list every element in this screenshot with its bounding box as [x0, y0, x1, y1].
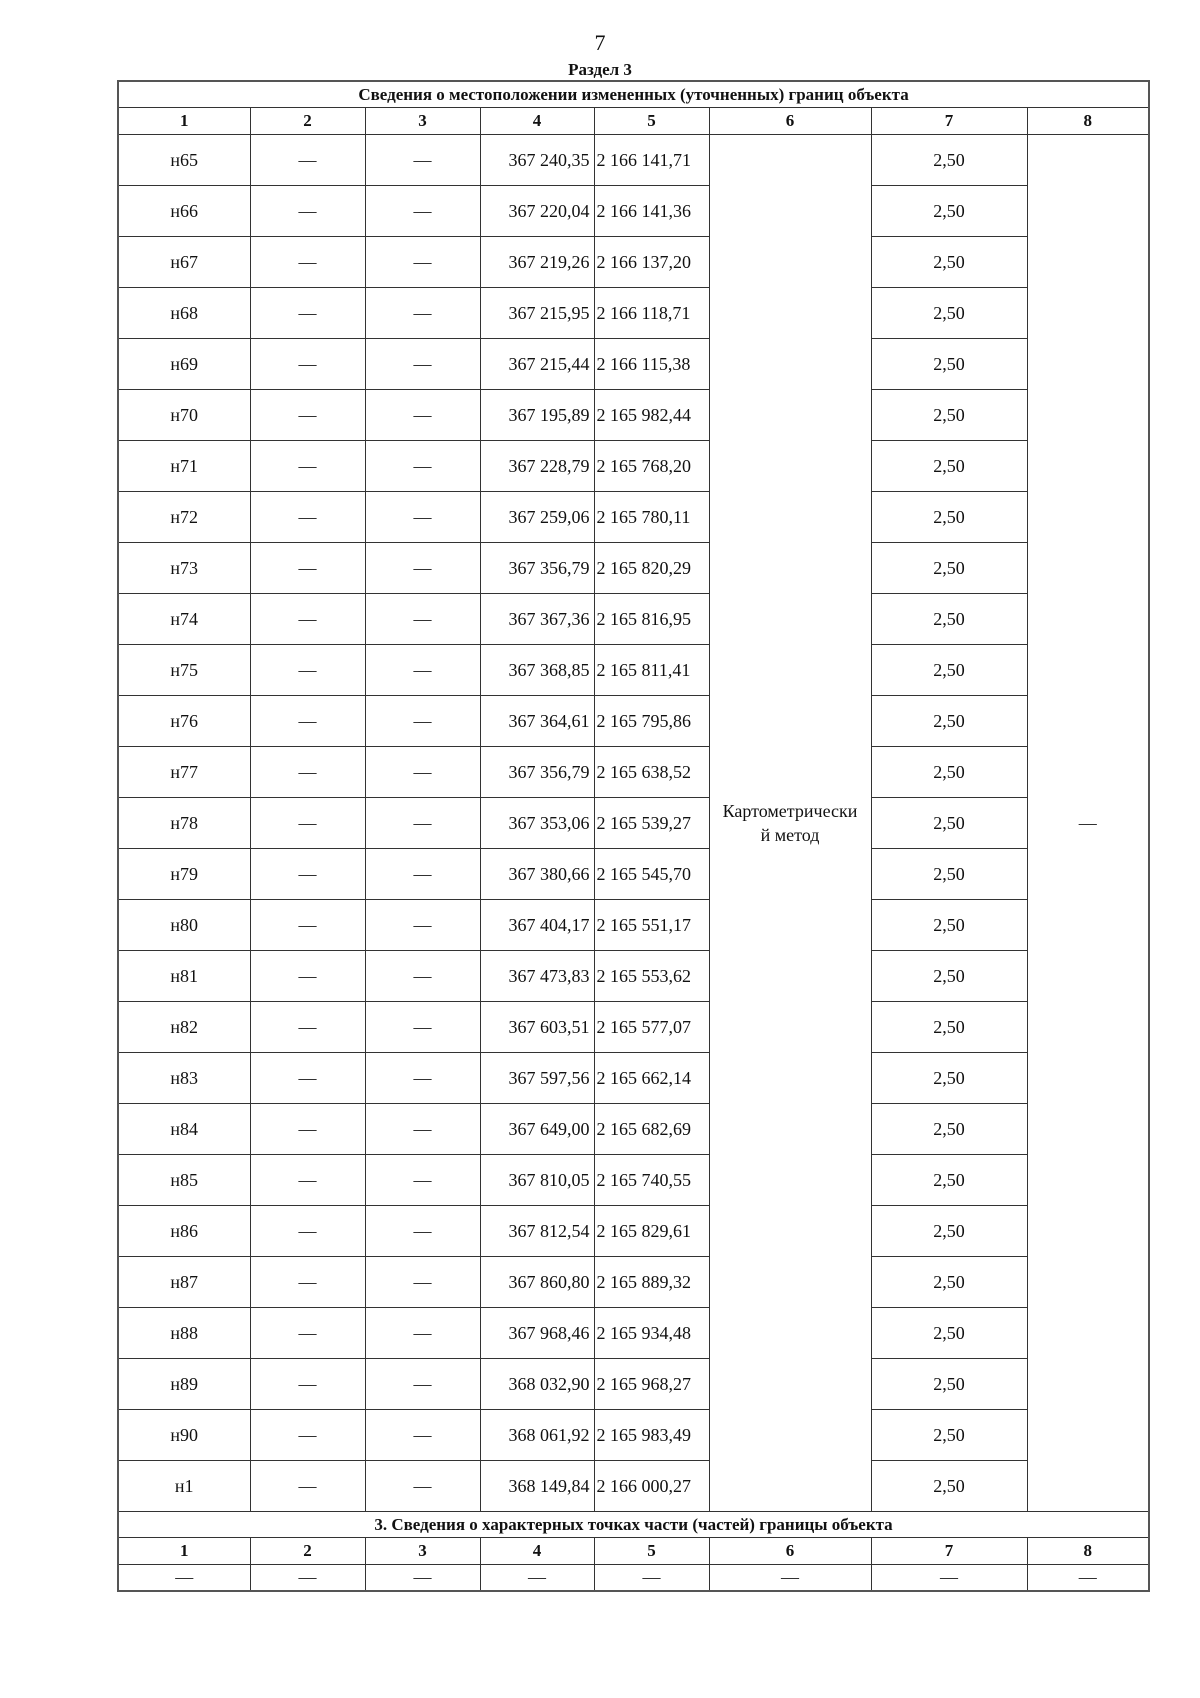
- table-cell: —: [250, 696, 365, 747]
- x-coordinate-cell: 367 812,54: [480, 1206, 594, 1257]
- table-cell: —: [365, 1410, 480, 1461]
- accuracy-cell: 2,50: [871, 135, 1027, 186]
- y-coordinate-cell: 2 165 768,20: [594, 441, 709, 492]
- table-cell: —: [250, 1104, 365, 1155]
- table-cell: —: [250, 951, 365, 1002]
- table-row: [118, 237, 1149, 288]
- column8-cell: —: [1027, 135, 1149, 1512]
- column-header: 8: [1027, 108, 1149, 135]
- table-cell: —: [250, 135, 365, 186]
- table-row: [118, 1410, 1149, 1461]
- y-coordinate-cell: 2 165 539,27: [594, 798, 709, 849]
- table-cell: —: [365, 441, 480, 492]
- table2-row: [118, 1565, 1149, 1592]
- accuracy-cell: 2,50: [871, 390, 1027, 441]
- coordinates-table: [117, 80, 1150, 1592]
- table-cell: —: [250, 900, 365, 951]
- table-cell: —: [365, 594, 480, 645]
- page-number: 7: [594, 30, 606, 55]
- point-name-cell: н68: [118, 288, 250, 339]
- point-name-cell: н66: [118, 186, 250, 237]
- point-name-cell: н82: [118, 1002, 250, 1053]
- table2-header-row: [118, 1538, 1149, 1565]
- y-coordinate-cell: 2 165 795,86: [594, 696, 709, 747]
- point-name-cell: н73: [118, 543, 250, 594]
- x-coordinate-cell: 367 368,85: [480, 645, 594, 696]
- table-cell: —: [871, 1565, 1027, 1592]
- point-name-cell: н67: [118, 237, 250, 288]
- x-coordinate-cell: 367 597,56: [480, 1053, 594, 1104]
- table-cell: —: [365, 645, 480, 696]
- point-name-cell: н74: [118, 594, 250, 645]
- y-coordinate-cell: 2 165 889,32: [594, 1257, 709, 1308]
- point-name-cell: н75: [118, 645, 250, 696]
- table-cell: —: [250, 747, 365, 798]
- table-cell: —: [365, 900, 480, 951]
- x-coordinate-cell: 367 364,61: [480, 696, 594, 747]
- table-cell: —: [365, 186, 480, 237]
- point-name-cell: н65: [118, 135, 250, 186]
- table-row: [118, 288, 1149, 339]
- table-cell: —: [250, 237, 365, 288]
- table-cell: —: [365, 135, 480, 186]
- y-coordinate-cell: 2 165 982,44: [594, 390, 709, 441]
- table-cell: —: [365, 390, 480, 441]
- table-row: [118, 1308, 1149, 1359]
- y-coordinate-cell: 2 165 811,41: [594, 645, 709, 696]
- table-row: [118, 543, 1149, 594]
- point-name-cell: н78: [118, 798, 250, 849]
- accuracy-cell: 2,50: [871, 1206, 1027, 1257]
- table-row: [118, 339, 1149, 390]
- accuracy-cell: 2,50: [871, 1155, 1027, 1206]
- point-name-cell: н83: [118, 1053, 250, 1104]
- table-row: [118, 135, 1149, 186]
- y-coordinate-cell: 2 165 968,27: [594, 1359, 709, 1410]
- section-title: Раздел 3: [568, 60, 632, 79]
- x-coordinate-cell: 367 367,36: [480, 594, 594, 645]
- column-header: 3: [365, 1538, 480, 1565]
- table-cell: —: [250, 288, 365, 339]
- point-name-cell: н70: [118, 390, 250, 441]
- table-row: [118, 747, 1149, 798]
- table-cell: —: [250, 849, 365, 900]
- column-header: 2: [250, 1538, 365, 1565]
- x-coordinate-cell: 368 061,92: [480, 1410, 594, 1461]
- table-row: [118, 1155, 1149, 1206]
- table1-title: Сведения о местоположении измененных (уточненных) границ объекта: [118, 81, 1149, 108]
- point-name-cell: н84: [118, 1104, 250, 1155]
- table-row: [118, 696, 1149, 747]
- table-cell: —: [250, 441, 365, 492]
- accuracy-cell: 2,50: [871, 288, 1027, 339]
- point-name-cell: н69: [118, 339, 250, 390]
- x-coordinate-cell: 367 380,66: [480, 849, 594, 900]
- table-row: [118, 951, 1149, 1002]
- x-coordinate-cell: 367 259,06: [480, 492, 594, 543]
- y-coordinate-cell: 2 165 577,07: [594, 1002, 709, 1053]
- x-coordinate-cell: 367 473,83: [480, 951, 594, 1002]
- table-cell: —: [365, 798, 480, 849]
- accuracy-cell: 2,50: [871, 1308, 1027, 1359]
- x-coordinate-cell: 367 228,79: [480, 441, 594, 492]
- accuracy-cell: 2,50: [871, 1461, 1027, 1512]
- x-coordinate-cell: 367 195,89: [480, 390, 594, 441]
- table-row: [118, 594, 1149, 645]
- point-name-cell: н77: [118, 747, 250, 798]
- table-cell: —: [250, 390, 365, 441]
- table-row: [118, 1002, 1149, 1053]
- point-name-cell: н79: [118, 849, 250, 900]
- table-row: [118, 849, 1149, 900]
- table-cell: —: [250, 492, 365, 543]
- point-name-cell: н80: [118, 900, 250, 951]
- y-coordinate-cell: 2 166 137,20: [594, 237, 709, 288]
- x-coordinate-cell: 367 215,44: [480, 339, 594, 390]
- accuracy-cell: 2,50: [871, 492, 1027, 543]
- accuracy-cell: 2,50: [871, 339, 1027, 390]
- x-coordinate-cell: 367 968,46: [480, 1308, 594, 1359]
- table-cell: —: [365, 543, 480, 594]
- column-header: 2: [250, 108, 365, 135]
- point-name-cell: н87: [118, 1257, 250, 1308]
- column-header: 4: [480, 108, 594, 135]
- table2-title: 3. Сведения о характерных точках части (частей) границы объекта: [118, 1512, 1149, 1538]
- table-cell: —: [250, 1359, 365, 1410]
- table-cell: —: [365, 288, 480, 339]
- table-cell: —: [365, 1002, 480, 1053]
- y-coordinate-cell: 2 165 682,69: [594, 1104, 709, 1155]
- x-coordinate-cell: 367 810,05: [480, 1155, 594, 1206]
- accuracy-cell: 2,50: [871, 1002, 1027, 1053]
- accuracy-cell: 2,50: [871, 696, 1027, 747]
- table-row: [118, 1206, 1149, 1257]
- accuracy-cell: 2,50: [871, 1257, 1027, 1308]
- table-cell: —: [250, 1410, 365, 1461]
- table-cell: —: [250, 1565, 365, 1592]
- column-header: 1: [118, 108, 250, 135]
- table-cell: —: [365, 1257, 480, 1308]
- accuracy-cell: 2,50: [871, 543, 1027, 594]
- method-cell: [709, 135, 871, 1512]
- y-coordinate-cell: 2 166 118,71: [594, 288, 709, 339]
- point-name-cell: н81: [118, 951, 250, 1002]
- column-header: 4: [480, 1538, 594, 1565]
- table-cell: —: [250, 1257, 365, 1308]
- x-coordinate-cell: 367 353,06: [480, 798, 594, 849]
- y-coordinate-cell: 2 166 141,36: [594, 186, 709, 237]
- table-cell: —: [480, 1565, 594, 1592]
- table-cell: —: [250, 1155, 365, 1206]
- method-line-2: й метод: [760, 825, 820, 845]
- point-name-cell: н86: [118, 1206, 250, 1257]
- accuracy-cell: 2,50: [871, 441, 1027, 492]
- table-cell: —: [365, 237, 480, 288]
- table-cell: —: [250, 1053, 365, 1104]
- table-cell: —: [365, 1461, 480, 1512]
- table-cell: —: [250, 1206, 365, 1257]
- point-name-cell: н1: [118, 1461, 250, 1512]
- table-cell: —: [250, 339, 365, 390]
- method-line-1: Картометрически: [722, 801, 858, 821]
- table-cell: —: [365, 696, 480, 747]
- column-header: 3: [365, 108, 480, 135]
- table-row: [118, 798, 1149, 849]
- point-name-cell: н71: [118, 441, 250, 492]
- column-header: 8: [1027, 1538, 1149, 1565]
- accuracy-cell: 2,50: [871, 900, 1027, 951]
- y-coordinate-cell: 2 165 816,95: [594, 594, 709, 645]
- y-coordinate-cell: 2 165 983,49: [594, 1410, 709, 1461]
- column-header: 7: [871, 108, 1027, 135]
- table-row: [118, 1359, 1149, 1410]
- table-cell: —: [365, 849, 480, 900]
- table-row: [118, 1461, 1149, 1512]
- accuracy-cell: 2,50: [871, 951, 1027, 1002]
- accuracy-cell: 2,50: [871, 645, 1027, 696]
- table-cell: —: [365, 1206, 480, 1257]
- table-cell: —: [365, 951, 480, 1002]
- y-coordinate-cell: 2 166 000,27: [594, 1461, 709, 1512]
- table-cell: —: [594, 1565, 709, 1592]
- y-coordinate-cell: 2 165 662,14: [594, 1053, 709, 1104]
- table-cell: —: [118, 1565, 250, 1592]
- x-coordinate-cell: 367 860,80: [480, 1257, 594, 1308]
- accuracy-cell: 2,50: [871, 1359, 1027, 1410]
- column-header: 5: [594, 108, 709, 135]
- table-row: [118, 492, 1149, 543]
- table-cell: —: [365, 1308, 480, 1359]
- x-coordinate-cell: 367 356,79: [480, 543, 594, 594]
- point-name-cell: н85: [118, 1155, 250, 1206]
- table-cell: —: [365, 747, 480, 798]
- column-header: 6: [709, 108, 871, 135]
- table-cell: —: [365, 1053, 480, 1104]
- y-coordinate-cell: 2 165 934,48: [594, 1308, 709, 1359]
- table-cell: —: [250, 543, 365, 594]
- x-coordinate-cell: 367 649,00: [480, 1104, 594, 1155]
- table-cell: —: [365, 339, 480, 390]
- table-row: [118, 186, 1149, 237]
- column-header: 7: [871, 1538, 1027, 1565]
- accuracy-cell: 2,50: [871, 1053, 1027, 1104]
- table-row: [118, 900, 1149, 951]
- accuracy-cell: 2,50: [871, 237, 1027, 288]
- point-name-cell: н89: [118, 1359, 250, 1410]
- y-coordinate-cell: 2 165 740,55: [594, 1155, 709, 1206]
- x-coordinate-cell: 367 219,26: [480, 237, 594, 288]
- table-row: [118, 1257, 1149, 1308]
- table-cell: —: [365, 1104, 480, 1155]
- accuracy-cell: 2,50: [871, 1410, 1027, 1461]
- x-coordinate-cell: 368 032,90: [480, 1359, 594, 1410]
- point-name-cell: н90: [118, 1410, 250, 1461]
- accuracy-cell: 2,50: [871, 849, 1027, 900]
- column-header: 6: [709, 1538, 871, 1565]
- table-row: [118, 1104, 1149, 1155]
- table-cell: —: [709, 1565, 871, 1592]
- table-row: [118, 1053, 1149, 1104]
- table-cell: —: [365, 1155, 480, 1206]
- table-cell: —: [365, 1359, 480, 1410]
- y-coordinate-cell: 2 165 551,17: [594, 900, 709, 951]
- table1-header-row: [118, 108, 1149, 135]
- y-coordinate-cell: 2 165 638,52: [594, 747, 709, 798]
- table-cell: —: [250, 594, 365, 645]
- table-cell: —: [250, 645, 365, 696]
- point-name-cell: н72: [118, 492, 250, 543]
- column-header: 1: [118, 1538, 250, 1565]
- table-cell: —: [365, 492, 480, 543]
- accuracy-cell: 2,50: [871, 186, 1027, 237]
- x-coordinate-cell: 368 149,84: [480, 1461, 594, 1512]
- table-row: [118, 390, 1149, 441]
- y-coordinate-cell: 2 165 780,11: [594, 492, 709, 543]
- x-coordinate-cell: 367 603,51: [480, 1002, 594, 1053]
- y-coordinate-cell: 2 166 141,71: [594, 135, 709, 186]
- x-coordinate-cell: 367 220,04: [480, 186, 594, 237]
- accuracy-cell: 2,50: [871, 594, 1027, 645]
- point-name-cell: н76: [118, 696, 250, 747]
- y-coordinate-cell: 2 166 115,38: [594, 339, 709, 390]
- x-coordinate-cell: 367 240,35: [480, 135, 594, 186]
- y-coordinate-cell: 2 165 820,29: [594, 543, 709, 594]
- table-cell: —: [250, 798, 365, 849]
- table-row: [118, 441, 1149, 492]
- y-coordinate-cell: 2 165 829,61: [594, 1206, 709, 1257]
- x-coordinate-cell: 367 356,79: [480, 747, 594, 798]
- table-cell: —: [365, 1565, 480, 1592]
- x-coordinate-cell: 367 404,17: [480, 900, 594, 951]
- accuracy-cell: 2,50: [871, 798, 1027, 849]
- x-coordinate-cell: 367 215,95: [480, 288, 594, 339]
- table-cell: —: [250, 186, 365, 237]
- y-coordinate-cell: 2 165 545,70: [594, 849, 709, 900]
- table-cell: —: [250, 1461, 365, 1512]
- point-name-cell: н88: [118, 1308, 250, 1359]
- table-row: [118, 645, 1149, 696]
- accuracy-cell: 2,50: [871, 1104, 1027, 1155]
- y-coordinate-cell: 2 165 553,62: [594, 951, 709, 1002]
- accuracy-cell: 2,50: [871, 747, 1027, 798]
- table-cell: —: [250, 1308, 365, 1359]
- table-cell: —: [250, 1002, 365, 1053]
- column-header: 5: [594, 1538, 709, 1565]
- table-cell: —: [1027, 1565, 1149, 1592]
